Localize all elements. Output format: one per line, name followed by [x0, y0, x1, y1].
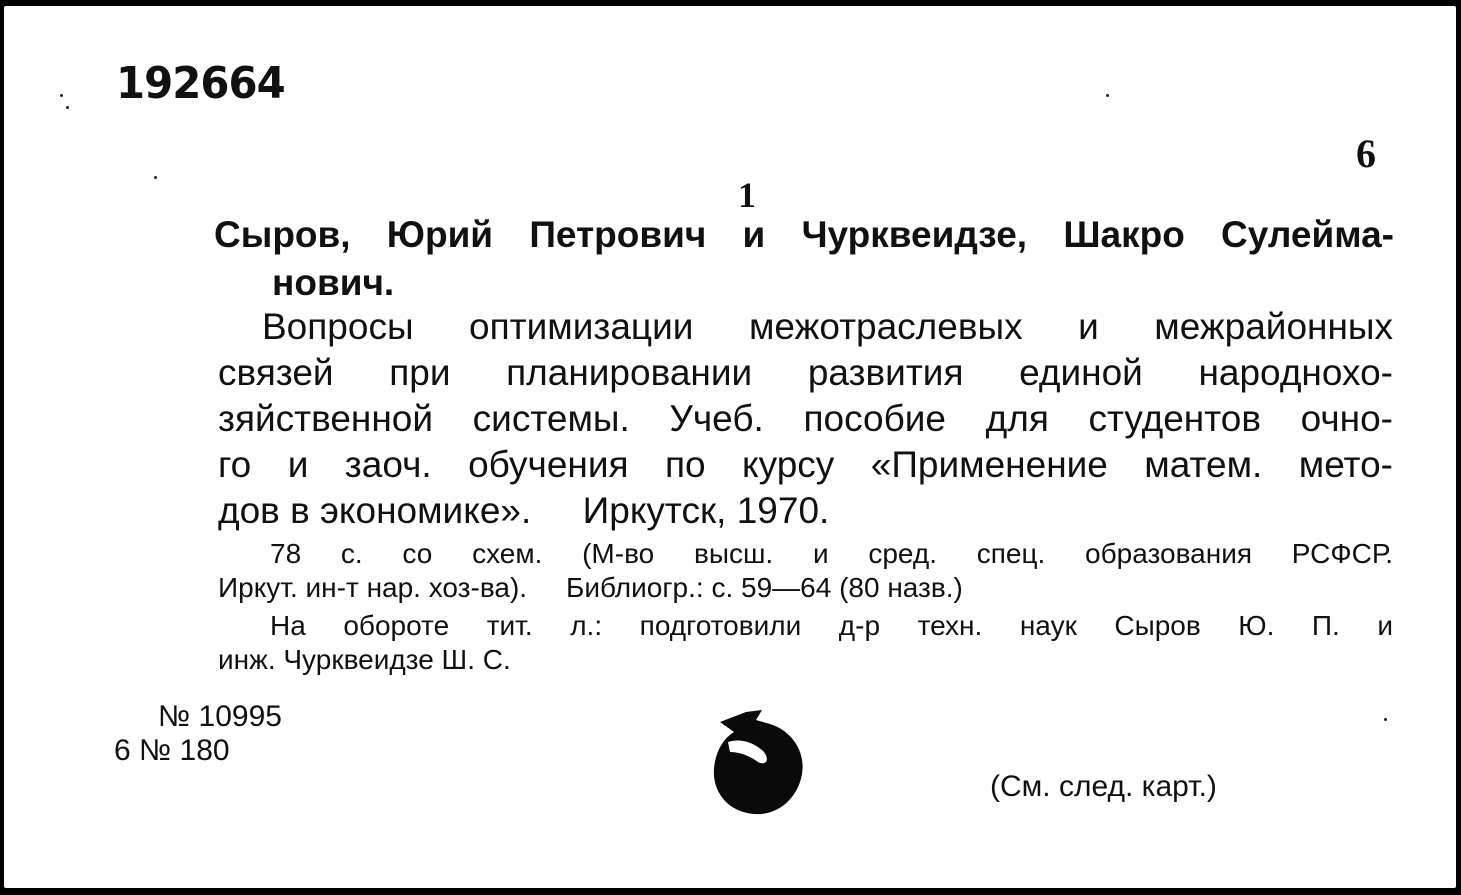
scan-speck: [154, 176, 157, 179]
registration-number-b: 6 № 180: [114, 734, 230, 767]
continuation-note: (См. след. карт.): [990, 770, 1217, 803]
entry-number: 1: [738, 175, 756, 215]
inventory-number: 192664: [116, 58, 285, 109]
title-line: Вопросы оптимизации межотраслевых и межрайонных: [262, 306, 1393, 347]
title-block: [218, 306, 1393, 536]
catalog-card: [4, 6, 1456, 888]
physical-description: [218, 538, 1393, 608]
physical-line: Иркут. ин-т нар. хоз-ва). Библиогр.: с. 59—64 (80 назв.): [218, 572, 963, 603]
title-line: дов в экономике». Иркутск, 1970.: [218, 490, 830, 531]
title-line: связей при планировании развития единой народнохо-: [218, 352, 1393, 393]
ink-blot-mark: [710, 708, 806, 818]
note-line: инж. Чурквеидзе Ш. С.: [218, 644, 511, 675]
corner-number: 6: [1356, 131, 1376, 176]
scan-speck: [60, 94, 63, 97]
registration-number-a: № 10995: [158, 700, 282, 733]
title-line: го и заоч. обучения по курсу «Применение матем. мето-: [218, 444, 1393, 485]
title-line: зяйственной системы. Учеб. пособие для студентов очно-: [218, 398, 1393, 439]
scan-speck: [1106, 94, 1109, 97]
physical-line: 78 с. со схем. (М-во высш. и сред. спец. образования РСФСР.: [270, 538, 1393, 569]
note-line: На обороте тит. л.: подготовили д-р техн. наук Сыров Ю. П. и: [270, 610, 1393, 641]
scan-speck: [66, 106, 69, 109]
note-block: [218, 610, 1393, 680]
authors-line-1: Сыров, Юрий Петрович и Чурквеидзе, Шакро Сулейма-: [214, 214, 1394, 255]
scan-speck: [1384, 718, 1387, 721]
authors-line-2: нович.: [272, 262, 395, 303]
